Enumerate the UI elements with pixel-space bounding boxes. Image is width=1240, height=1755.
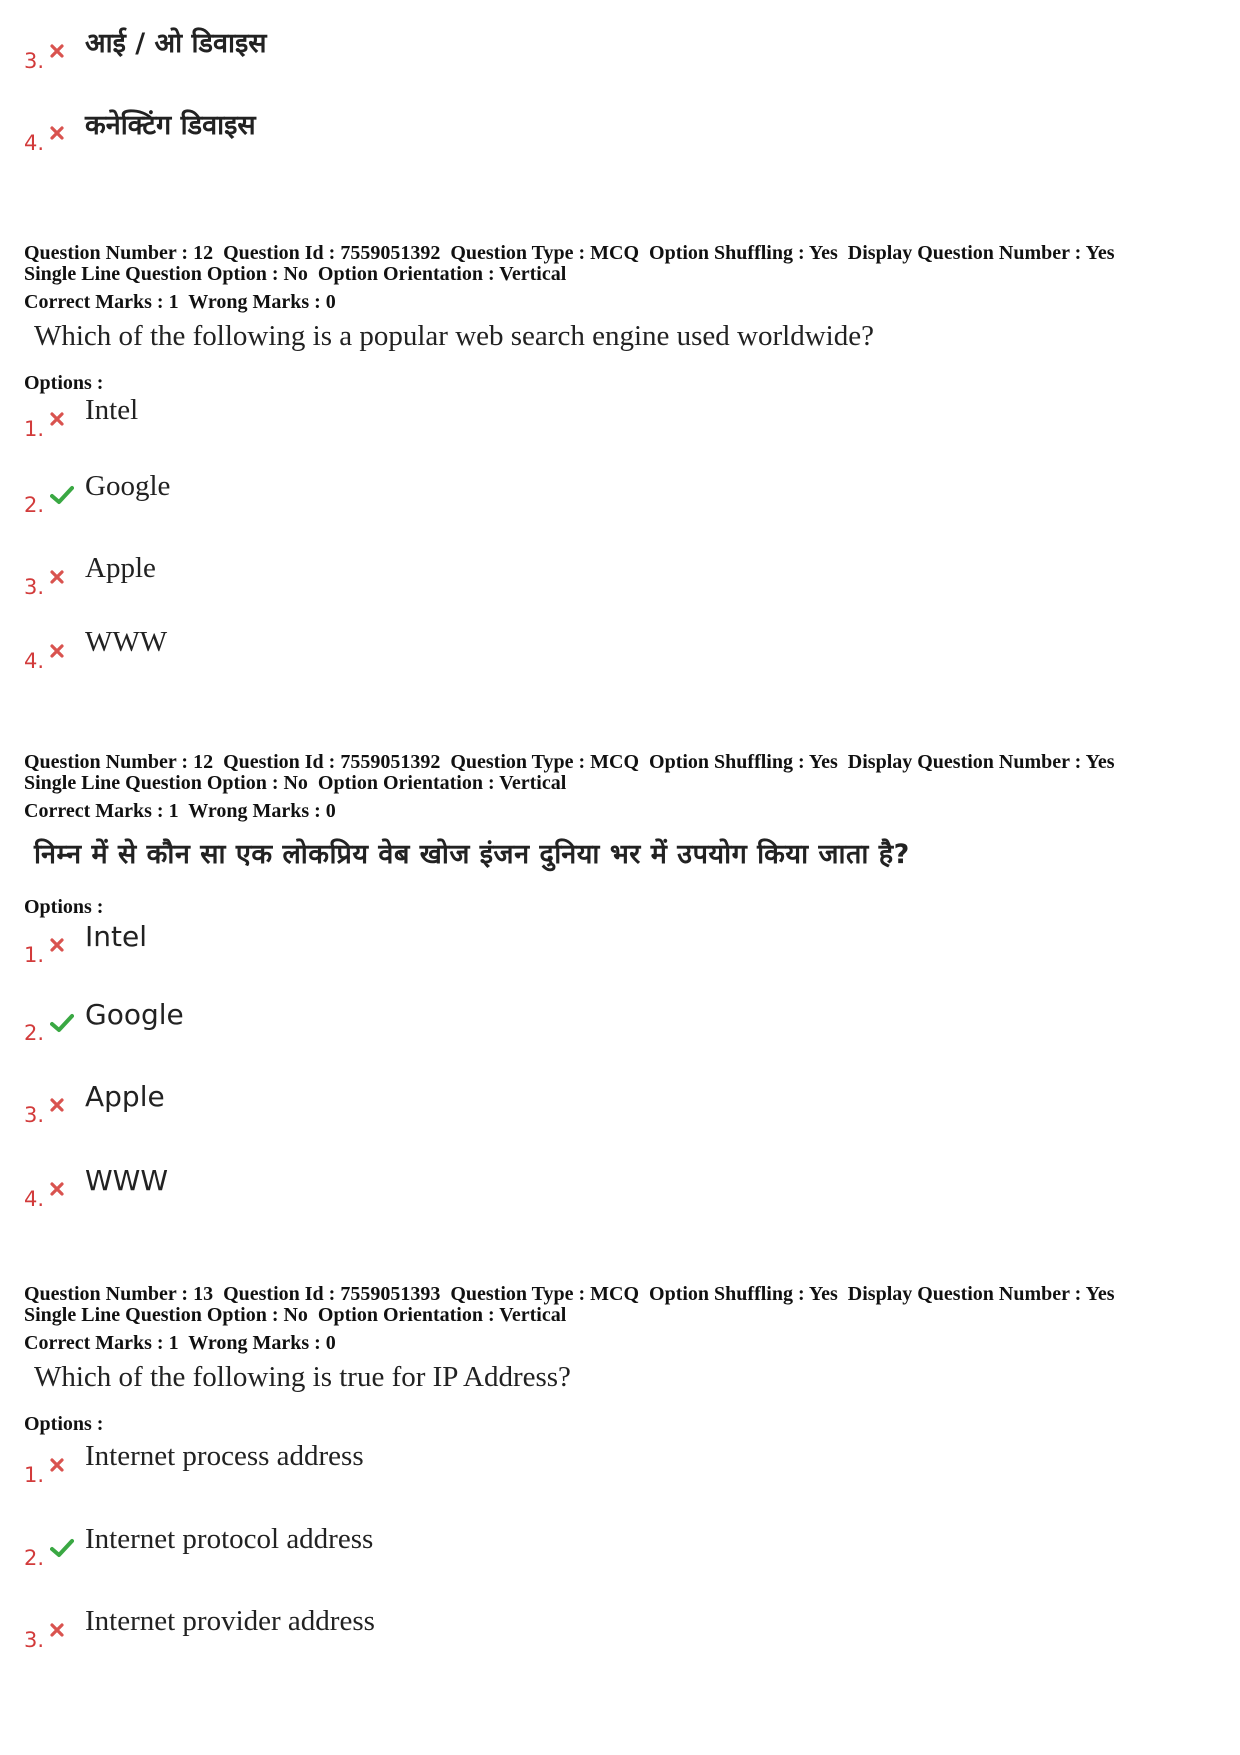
check-icon [50, 1010, 82, 1036]
cross-icon [50, 1092, 82, 1118]
option-number: 1. [24, 943, 45, 967]
cross-icon [50, 932, 82, 958]
cross-icon [50, 38, 82, 64]
question-text: Which of the following is true for IP Address? [34, 1361, 571, 1393]
option-text: Intel [85, 394, 139, 427]
cross-icon [50, 638, 82, 664]
cross-icon [50, 564, 82, 590]
question-meta-line1: Question Number : 12 Question Id : 7559051392 Question Type : MCQ Option Shuffling : Yes Display Question Number : Yes [24, 751, 1115, 773]
options-label: Options : [24, 1413, 104, 1435]
marks-line: Correct Marks : 1 Wrong Marks : 0 [24, 1332, 336, 1354]
marks-line: Correct Marks : 1 Wrong Marks : 0 [24, 291, 336, 313]
cross-icon [50, 1176, 82, 1202]
question-text: निम्न में से कौन सा एक लोकप्रिय वेब खोज इंजन दुनिया भर में उपयोग किया जाता है? [34, 839, 910, 870]
option-text: कनेक्टिंग डिवाइस [85, 109, 256, 141]
cross-icon [50, 1452, 82, 1478]
cross-icon [50, 120, 82, 146]
option-number: 4. [24, 649, 45, 673]
check-icon [50, 1535, 82, 1561]
option-text: Intel [85, 920, 147, 954]
cross-icon [50, 1617, 82, 1643]
option-row [24, 28, 267, 74]
question-meta-line1: Question Number : 12 Question Id : 7559051392 Question Type : MCQ Option Shuffling : Yes Display Question Number : Yes [24, 242, 1115, 264]
option-number: 3. [24, 575, 45, 599]
option-text: WWW [85, 626, 168, 659]
question-meta-line2: Single Line Question Option : No Option Orientation : Vertical [24, 263, 567, 285]
cross-icon [50, 406, 82, 432]
options-label: Options : [24, 896, 104, 918]
question-meta-line2: Single Line Question Option : No Option Orientation : Vertical [24, 772, 567, 794]
option-text: Google [85, 998, 184, 1032]
option-number: 3. [24, 1628, 45, 1652]
option-number: 4. [24, 1187, 45, 1211]
option-number: 2. [24, 493, 45, 517]
option-number: 4. [24, 131, 45, 155]
option-text: Google [85, 470, 171, 503]
question-text: Which of the following is a popular web search engine used worldwide? [34, 320, 874, 352]
option-text: आई / ओ डिवाइस [85, 27, 267, 59]
check-icon [50, 482, 82, 508]
options-label: Options : [24, 372, 104, 394]
option-row [24, 628, 167, 674]
option-number: 1. [24, 1463, 45, 1487]
option-text: Apple [85, 1080, 165, 1114]
option-row [24, 922, 147, 968]
option-row [24, 1082, 165, 1128]
option-row [24, 396, 138, 442]
option-number: 2. [24, 1021, 45, 1045]
option-text: Apple [85, 552, 156, 585]
option-number: 2. [24, 1546, 45, 1570]
option-row [24, 472, 170, 518]
option-number: 3. [24, 49, 45, 73]
option-row [24, 1166, 168, 1212]
option-row [24, 1000, 184, 1046]
option-text: Internet protocol address [85, 1523, 374, 1556]
option-text: Internet process address [85, 1440, 364, 1473]
option-row [24, 1525, 373, 1571]
option-row [24, 1607, 375, 1653]
question-meta-line1: Question Number : 13 Question Id : 7559051393 Question Type : MCQ Option Shuffling : Yes Display Question Number : Yes [24, 1283, 1115, 1305]
option-row [24, 110, 256, 156]
option-text: WWW [85, 1164, 169, 1198]
option-row [24, 1442, 364, 1488]
option-row [24, 554, 156, 600]
marks-line: Correct Marks : 1 Wrong Marks : 0 [24, 800, 336, 822]
option-number: 3. [24, 1103, 45, 1127]
question-meta-line2: Single Line Question Option : No Option Orientation : Vertical [24, 1304, 567, 1326]
option-text: Internet provider address [85, 1605, 375, 1638]
option-number: 1. [24, 417, 45, 441]
